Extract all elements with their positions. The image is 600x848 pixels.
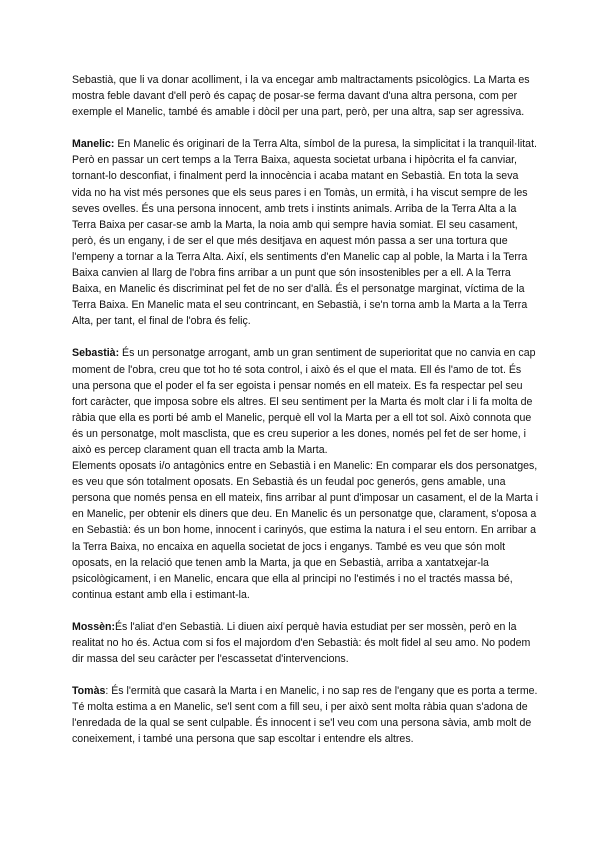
paragraph-oposats: Elements oposats i/o antagònics entre en Sebastià i en Manelic: En comparar els dos personatges, es veu que són totalment oposats. En Sebastià és un feudal poc generós, gens amable, una persona que només pensa en ell mateix, fins arribar al punt d'imposar un casament, el de la Marta i en Manelic, per obtenir els diners que deu. En Manelic és un personatge que, clarament, s'oposa a en Sebastià: és un bon home, innocent i carinyós, que estima la natura i el seu entorn. En arribar a la Terra Baixa, no encaixa en aquella societat de jocs i enganys. També es veu que són molt oposats, en la relació que tenen amb la Marta, ja que en Sebastià, arriba a xantatxejar-la psicològicament, i en Manelic, encara que ella al principi no l'estimés i no el tractés massa bé, continua estant amb ella i estimant-la. bbox=[72, 460, 539, 601]
character-name-sebastia: Sebastià: bbox=[72, 347, 120, 360]
paragraph-spacer bbox=[72, 120, 540, 136]
document-page bbox=[72, 72, 540, 748]
paragraph-tomas bbox=[72, 683, 540, 747]
character-description-manelic: En Manelic és originari de la Terra Alta, símbol de la puresa, la simplicitat i la tranquil·litat. Però en passar un cert temps a la Terra Baixa, aquesta societat urbana i hipòcrita el fa canviar, tornant-lo desconfiat, i finalment perd la innocència i acaba matant en Sebastià. En tota la seva vida no ha vist més persones que els seus pares i en Tomàs, un ermità, i ha viscut sempre de les seves ovelles. És una persona innocent, amb trets i instints animals. Arriba de la Terra Alta a la Terra Baixa per casar-se amb la Marta, la noia amb qui sempre havia somiat. El seu casament, però, és un engany, i de ser el que més desitjava en aquest món passa a ser una tortura que l'empeny a tornar a la Terra Alta. Així, els sentiments d'en Manelic cap al poble, la Marta i la Terra Baixa canvien al llarg de l'obra fins arribar a un punt que són insostenibles per a ell. A la Terra Baixa, en Manelic és discriminat pel fet de no ser d'allà. És el personatge marginat, víctima de la Terra Baixa. En Manelic mata el seu contrincant, en Sebastià, i se'n torna amb la Marta a la Terra Alta, per tant, el final de l'obra és feliç. bbox=[72, 138, 537, 328]
paragraph-mossen bbox=[72, 619, 540, 667]
paragraph-spacer bbox=[72, 667, 540, 683]
character-name-tomas: Tomàs bbox=[72, 685, 106, 698]
character-name-mossen: Mossèn: bbox=[72, 620, 115, 633]
paragraph-intro: Sebastià, que li va donar acolliment, i la va encegar amb maltractaments psicològics. La Marta es mostra feble davant d'ell però és capaç de posar-se ferma davant d'una altra persona, com per exemple el Manelic, també és amable i dòcil per una part, però, per una altra, sap ser agressiva. bbox=[72, 74, 530, 119]
character-name-manelic: Manelic: bbox=[72, 138, 115, 151]
paragraph-spacer bbox=[72, 603, 540, 619]
paragraph-manelic bbox=[72, 136, 540, 329]
character-description-mossen: És l'aliat d'en Sebastià. Li diuen així perquè havia estudiat per ser mossèn, però en la realitat no ho és. Actua com si fos el majordom d'en Sebastià: és molt fidel al seu amo. No podem dir massa del seu caràcter per l'escassetat d'intervencions. bbox=[72, 620, 531, 666]
character-description-tomas: : És l'ermità que casarà la Marta i en Manelic, i no sap res de l'engany que es porta a terme. Té molta estima a en Manelic, se'l sent com a fill seu, i per això sent molta ràbia quan s'adona de l'enredada de la qual se sent culpable. És innocent i se'l veu com una persona sàvia, amb molt de coneixement, i també una persona que sap escoltar i entendre els altres. bbox=[72, 685, 538, 746]
paragraph-sebastia bbox=[72, 345, 540, 458]
paragraph-spacer bbox=[72, 329, 540, 345]
character-description-sebastia: És un personatge arrogant, amb un gran sentiment de superioritat que no canvia en cap moment de l'obra, creu que tot ho té sota control, i això és el que el mata. Ell és l'amo de tot. És una persona que el poder el fa ser egoista i pensar només en ell mateix. Es fa respectar pel seu fort caràcter, que imposa sobre els altres. El seu sentiment per la Marta és molt clar i li fa molta de ràbia que ella es porti bé amb el Manelic, perquè ell vol la Marta per a ell tot sol. Això connota que és un personatge, molt masclista, que es creu superior a les dones, només pel fet de ser home, i això es percep clarament quan ell tracta amb la Marta. bbox=[72, 347, 536, 456]
